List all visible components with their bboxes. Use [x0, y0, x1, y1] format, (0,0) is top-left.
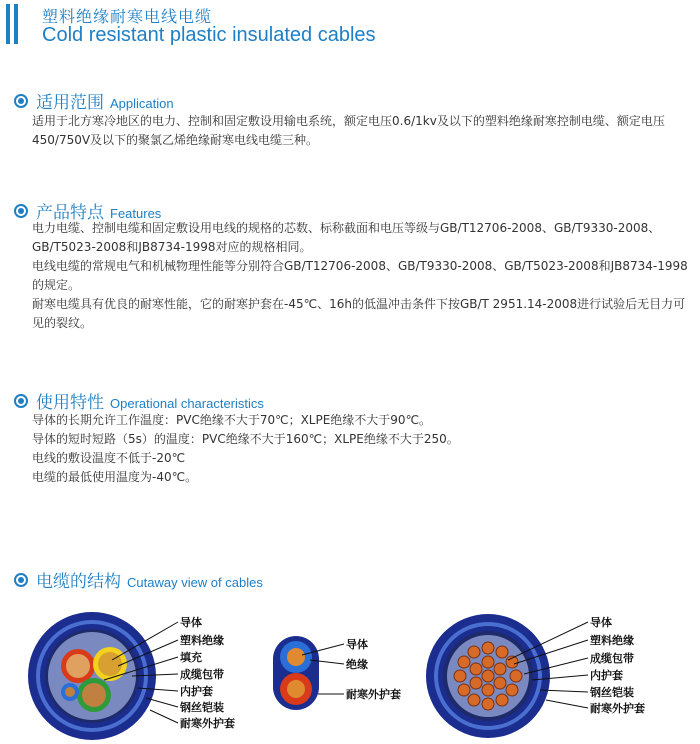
section-title-cn: 电缆的结构	[36, 572, 121, 592]
section-title-cn: 使用特性	[36, 393, 104, 413]
cable3-label: 成缆包带	[590, 652, 634, 665]
cable-cutaway-diagram	[0, 600, 700, 740]
cable2-label: 耐寒外护套	[346, 688, 401, 701]
circle-bullet-icon	[14, 204, 28, 218]
section-title-en: Operational characteristics	[110, 396, 264, 411]
section-body-operational	[32, 411, 692, 487]
cable3-label: 耐寒外护套	[590, 702, 645, 715]
title-bar-decoration	[6, 4, 14, 44]
paragraph: 电线电缆的常规电气和机械物理性能等分别符合GB/T12706-2008、GB/T9330-2008、GB/T5023-2008和JB8734-1998的规定。	[32, 259, 688, 292]
cable1-label: 填充	[180, 651, 202, 664]
cable1-label: 钢丝铠装	[180, 701, 224, 714]
cable1-label: 成缆包带	[180, 668, 224, 681]
cable3-label: 导体	[590, 616, 612, 629]
paragraph: 电力电缆、控制电缆和固定敷设用电线的规格的芯数、标称截面和电压等级与GB/T12706-2008、GB/T9330-2008、GB/T5023-2008和JB8734-1998对应的规格相同。	[32, 221, 661, 254]
cable3-label: 内护套	[590, 669, 623, 682]
section-title-cn: 产品特点	[36, 203, 104, 223]
section-heading-operational	[14, 388, 264, 413]
cable1-label: 内护套	[180, 685, 213, 698]
cable3-label: 钢丝铠装	[590, 686, 634, 699]
section-title-en: Application	[110, 96, 174, 111]
section-title-cn: 适用范围	[36, 93, 104, 113]
page-title-en: Cold resistant plastic insulated cables	[42, 24, 376, 46]
paragraph: 适用于北方寒冷地区的电力、控制和固定敷设用输电系统，额定电压0.6/1kv及以下的塑料绝缘耐寒控制电缆、额定电压450/750V及以下的聚氯乙烯绝缘耐寒电线电缆三种。	[32, 114, 665, 147]
cable1-label: 塑料绝缘	[180, 634, 224, 647]
circle-bullet-icon	[14, 394, 28, 408]
section-heading-application	[14, 88, 174, 113]
cable1-label: 耐寒外护套	[180, 717, 235, 730]
cable1-label: 导体	[180, 616, 202, 629]
paragraph: 导体的短时短路（5s）的温度：PVC绝缘不大于160℃；XLPE绝缘不大于250。	[32, 432, 459, 446]
section-title-en: Cutaway view of cables	[127, 575, 263, 590]
cable2-label: 导体	[346, 638, 368, 651]
circle-bullet-icon	[14, 573, 28, 587]
page-title-cn: 塑料绝缘耐寒电线电缆	[42, 7, 213, 26]
cable3-label: 塑料绝缘	[590, 634, 634, 647]
cable2-label: 绝缘	[346, 658, 368, 671]
paragraph: 电线的敷设温度不低于-20℃	[32, 451, 186, 465]
paragraph: 耐寒电缆具有优良的耐寒性能，它的耐寒护套在-45℃、16h的低温冲击条件下按GB/T 2951.14-2008进行试验后无目力可见的裂纹。	[32, 297, 686, 330]
section-title-en: Features	[110, 206, 162, 221]
circle-bullet-icon	[14, 94, 28, 108]
section-body-features	[32, 219, 692, 333]
paragraph: 电缆的最低使用温度为-40℃。	[32, 470, 198, 484]
cable-3-cross-section	[426, 614, 645, 738]
cable-1-cross-section	[28, 612, 235, 740]
cable-2-cross-section	[273, 636, 401, 710]
section-heading-cutaway	[14, 567, 263, 592]
paragraph: 导体的长期允许工作温度：PVC绝缘不大于70℃；XLPE绝缘不大于90℃。	[32, 413, 432, 427]
section-body-application	[32, 112, 692, 150]
